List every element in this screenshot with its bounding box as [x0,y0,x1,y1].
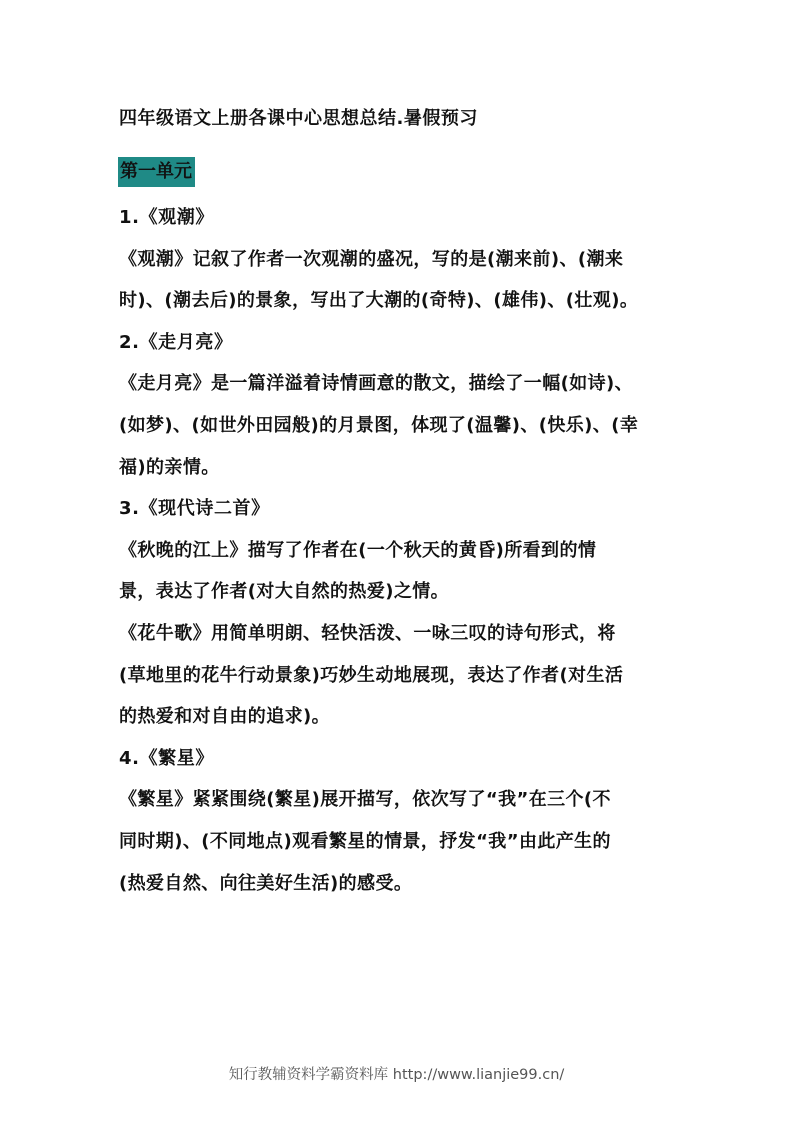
paragraph-line: 《走月亮》是一篇洋溢着诗情画意的散文，描绘了一幅(如诗)、 [119,373,634,395]
paragraph-line: 福)的亲情。 [119,456,220,478]
paragraph-line: 时)、(潮去后)的景象，写出了大潮的(奇特)、(雄伟)、(壮观)。 [119,290,639,312]
paragraph-line: 《秋晚的江上》描写了作者在(一个秋天的黄昏)所看到的情 [119,539,597,561]
lesson-heading-1: 1.《观潮》 [119,207,214,228]
paragraph-line: 《观潮》记叙了作者一次观潮的盛况，写的是(潮来前)、(潮来 [119,248,624,270]
lesson-heading-3: 3.《现代诗二首》 [119,498,270,520]
paragraph-line: (草地里的花牛行动景象)巧妙生动地展现，表达了作者(对生活 [119,664,624,686]
paragraph-line: 景，表达了作者(对大自然的热爱)之情。 [119,581,450,603]
paragraph-line: (如梦)、(如世外田园般)的月景图，体现了(温馨)、(快乐)、(幸 [119,414,639,436]
paragraph-line: 的热爱和对自由的追求)。 [119,706,331,728]
lesson-heading-4: 4.《繁星》 [119,747,214,769]
paragraph-line: 同时期)、(不同地点)观看繁星的情景，抒发“我”由此产生的 [119,830,611,852]
footer-watermark: 知行教辅资料学霸资料库 http://www.lianjie99.cn/ [228,1067,565,1083]
unit-heading: 第一单元 [118,157,195,187]
paragraph-line: 《繁星》紧紧围绕(繁星)展开描写，依次写了“我”在三个(不 [119,789,611,811]
paragraph-line: 《花牛歌》用简单明朗、轻快活泼、一咏三叹的诗句形式，将 [119,622,616,644]
lesson-heading-2: 2.《走月亮》 [119,331,233,353]
document-title: 四年级语文上册各课中心思想总结.暑假预习 [119,108,478,129]
paragraph-line: (热爱自然、向往美好生活)的感受。 [119,872,413,894]
document-body [119,197,679,904]
